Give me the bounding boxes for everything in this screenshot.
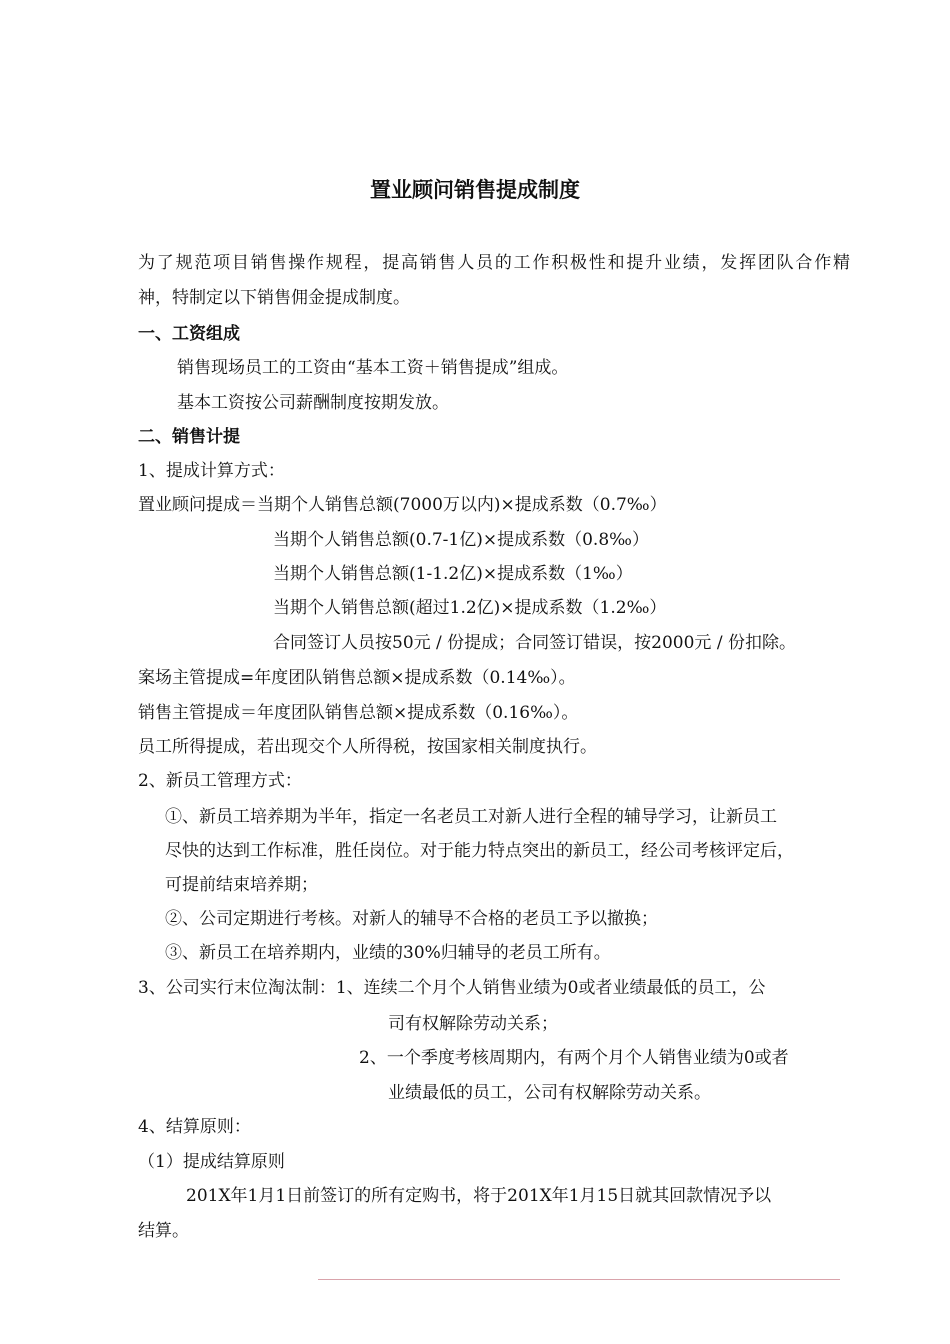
formula-line: 置业顾问提成＝当期个人销售总额(7000万以内)×提成系数（0.7‰）: [138, 495, 667, 515]
formula-line: 当期个人销售总额(超过1.2亿)×提成系数（1.2‰）: [273, 598, 667, 618]
salary-composition-text: 销售现场员工的工资由“基本工资＋销售提成”组成。: [177, 358, 569, 378]
formula-line: 当期个人销售总额(0.7-1亿)×提成系数（0.8‰）: [273, 530, 649, 550]
intro-paragraph-line-2: 神，特制定以下销售佣金提成制度。: [138, 288, 410, 308]
settlement-subtitle: （1）提成结算原则: [138, 1152, 285, 1172]
manager-commission-line: 销售主管提成＝年度团队销售总额×提成系数（0.16‰）。: [138, 703, 579, 723]
new-staff-line: 尽快的达到工作标准，胜任岗位。对于能力特点突出的新员工，经公司考核评定后，: [165, 841, 794, 861]
formula-line: 当期个人销售总额(1-1.2亿)×提成系数（1‰）: [273, 564, 633, 584]
elimination-line: 司有权解除劳动关系；: [388, 1014, 558, 1034]
manager-commission-line: 案场主管提成=年度团队销售总额×提成系数（0.14‰）。: [138, 668, 576, 688]
elimination-line: 3、公司实行末位淘汰制：1、连续二个月个人销售业绩为0或者业绩最低的员工，公: [138, 978, 766, 998]
new-staff-title: 2、新员工管理方式：: [138, 771, 302, 791]
new-staff-line: 可提前结束培养期；: [165, 875, 318, 895]
new-staff-line: ③、新员工在培养期内，业绩的30%归辅导的老员工所有。: [165, 943, 611, 963]
base-salary-text: 基本工资按公司薪酬制度按期发放。: [177, 393, 449, 413]
intro-paragraph-line-1: 为了规范项目销售操作规程，提高销售人员的工作积极性和提升业绩，发挥团队合作精: [138, 253, 850, 273]
footer-divider: [318, 1279, 840, 1280]
elimination-line: 2、一个季度考核周期内，有两个月个人销售业绩为0或者: [359, 1048, 789, 1068]
new-staff-line: ①、新员工培养期为半年，指定一名老员工对新人进行全程的辅导学习，让新员工: [165, 807, 777, 827]
formula-line: 合同签订人员按50元 / 份提成；合同签订错误，按2000元 / 份扣除。: [273, 633, 796, 653]
commission-method-title: 1、提成计算方式：: [138, 461, 285, 481]
document-title: 置业顾问销售提成制度: [370, 178, 580, 202]
section-heading-salary: 一、工资组成: [138, 324, 240, 344]
tax-note-line: 员工所得提成，若出现交个人所得税，按国家相关制度执行。: [138, 737, 597, 757]
elimination-line: 业绩最低的员工，公司有权解除劳动关系。: [388, 1083, 711, 1103]
new-staff-line: ②、公司定期进行考核。对新人的辅导不合格的老员工予以撤换；: [165, 909, 658, 929]
settlement-line: 201X年1月1日前签订的所有定购书，将于201X年1月15日就其回款情况予以: [186, 1186, 772, 1206]
settlement-title: 4、结算原则：: [138, 1117, 251, 1137]
settlement-line: 结算。: [138, 1221, 189, 1241]
section-heading-commission: 二、销售计提: [138, 427, 240, 447]
